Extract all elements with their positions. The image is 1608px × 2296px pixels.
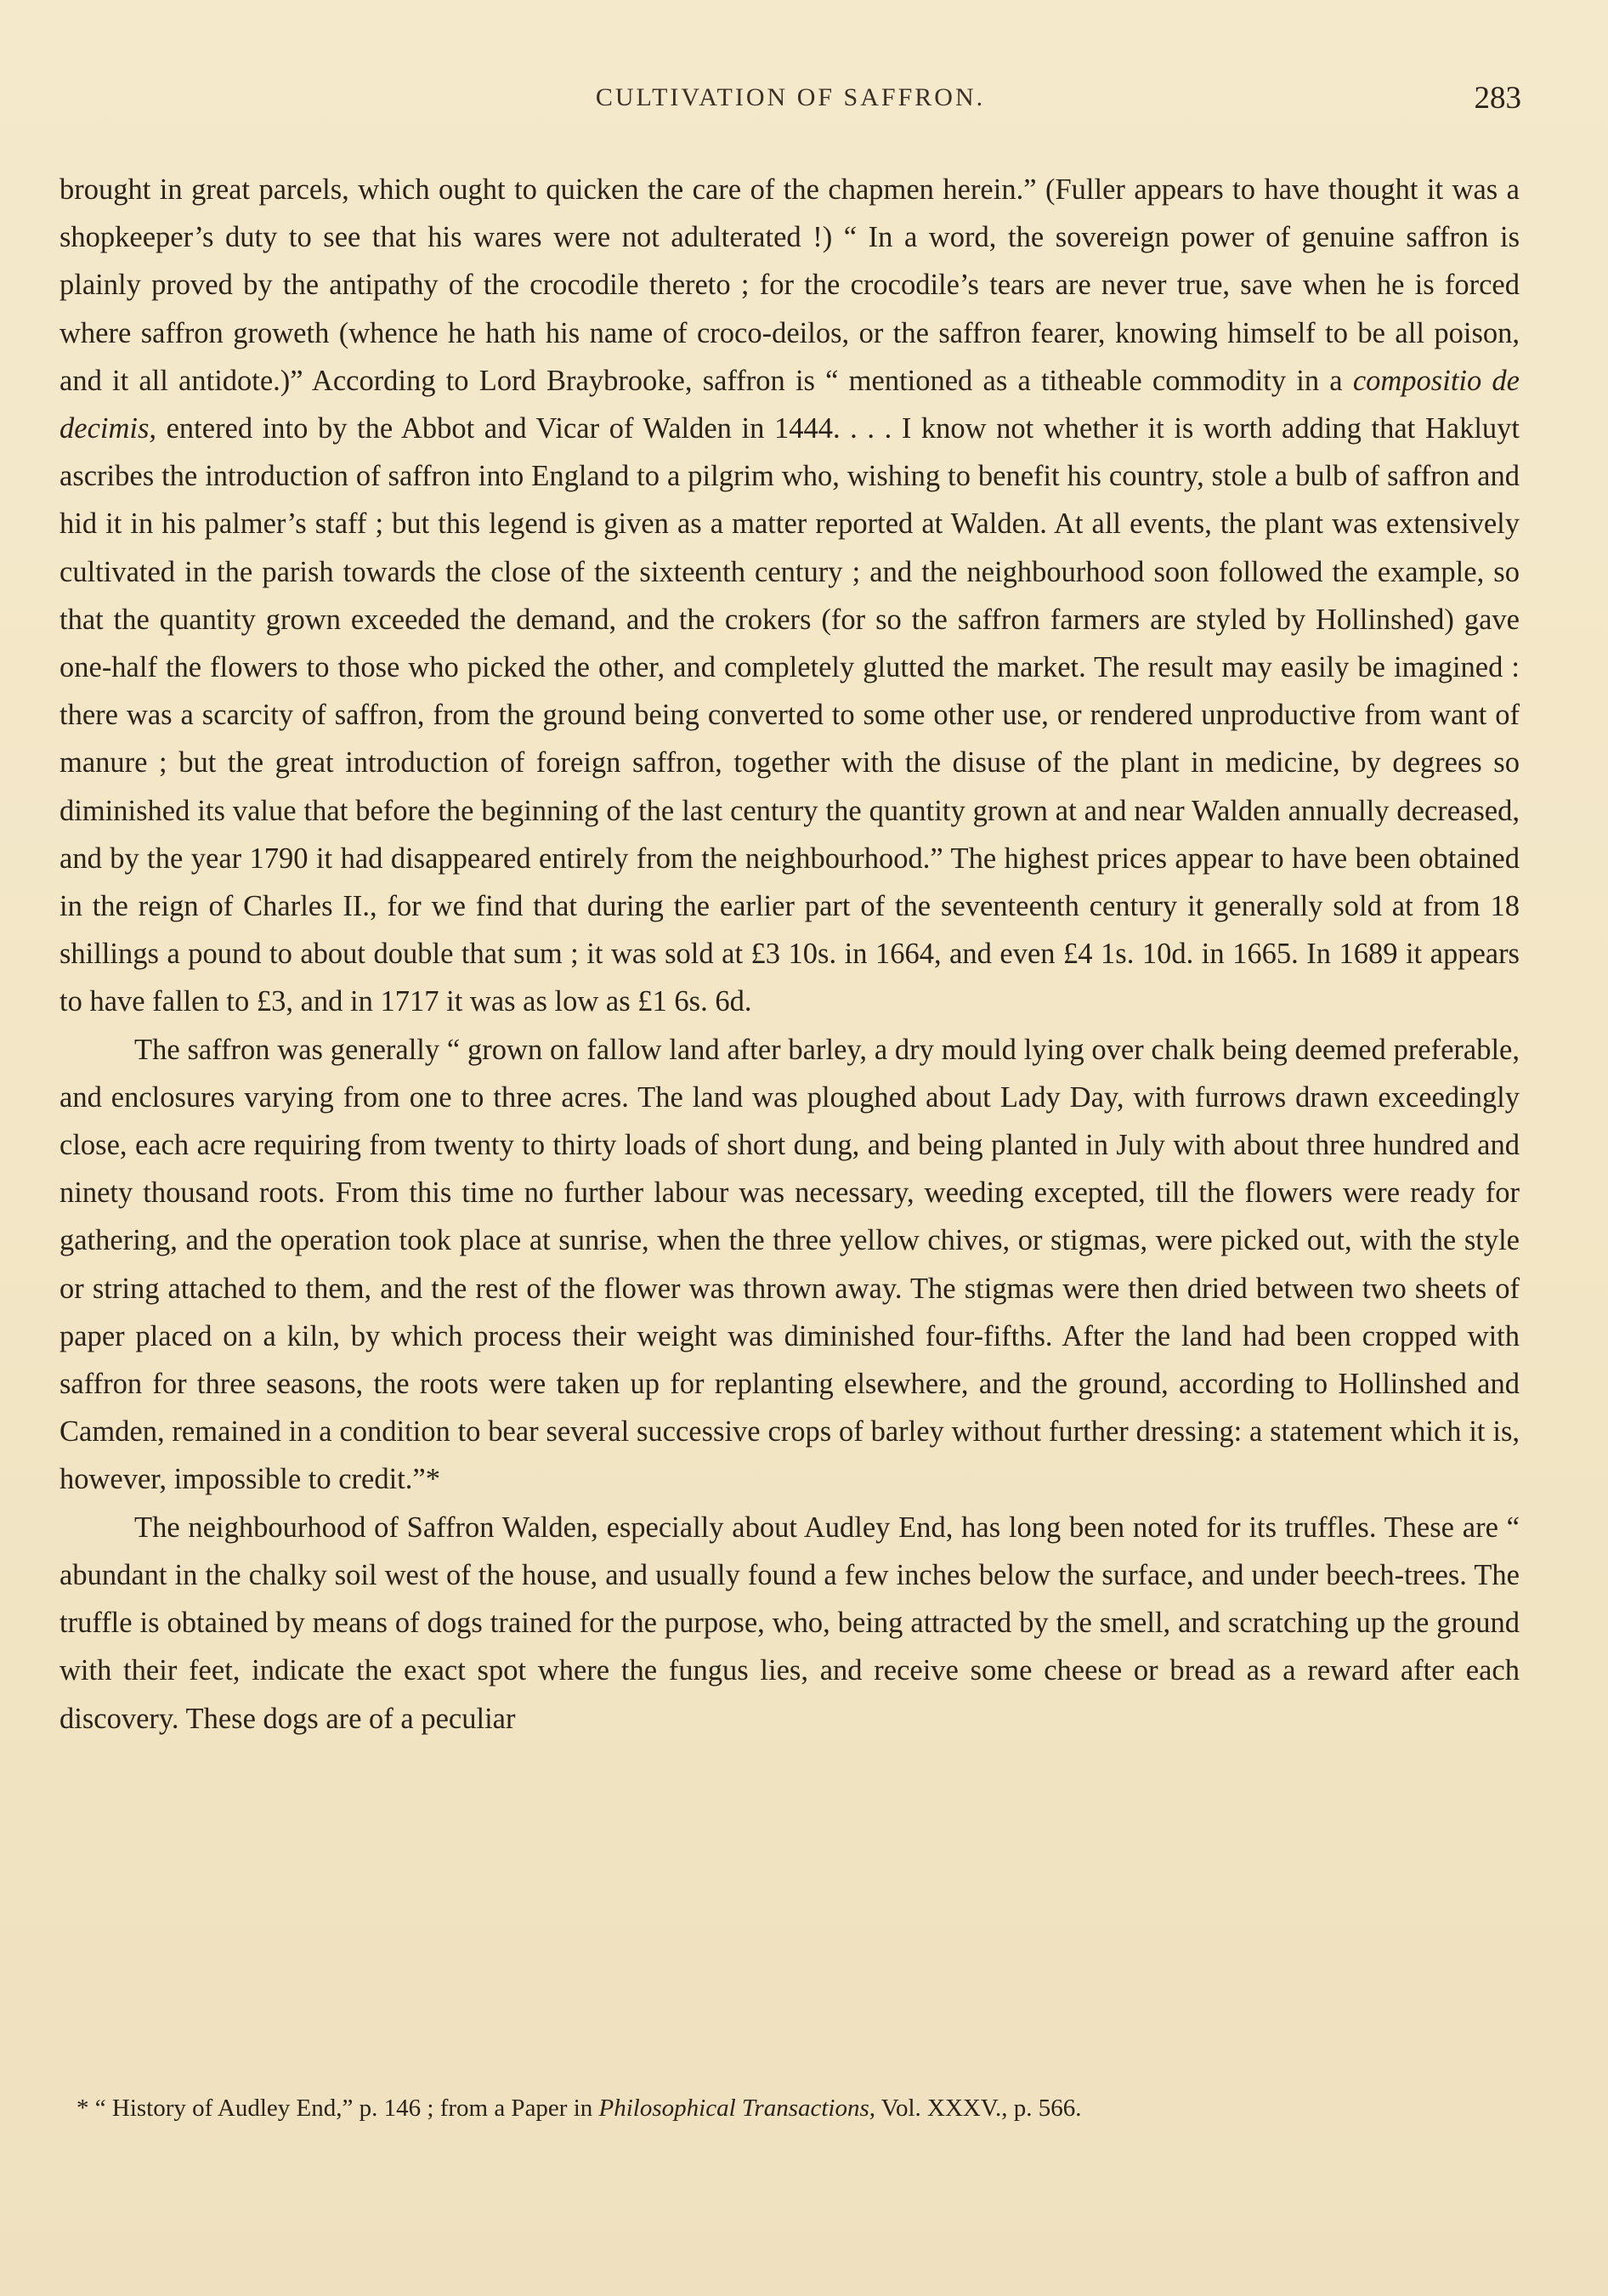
footnote-journal-title: Philosophical Transactions, — [598, 2095, 876, 2122]
paragraph-1-part-2: entered into by the Abbot and Vicar of Walden in 1444. . . . I know not whether it is worth adding that Hakluyt ascribes the introduction of saffron into England to a pilgrim who, wishing to benefit his country, stole a bulb of saffron and hid it in his palmer’s staff ; but this legend is given as a matter reported at Walden. At all events, the plant was extensively cultivated in the parish towards the close of the sixteenth century ; and the neighbourhood soon followed the example, so that the quantity grown exceeded the demand, and the crokers (for so the saffron farmers are styled by Hollinshed) gave one-half the flowers to those who picked the other, and completely glutted the market. The result may easily be imagined : there was a scarcity of saffron, from the ground being converted to some other use, or rendered unproductive from want of manure ; but the great introduction of foreign saffron, together with the disuse of the plant in medicine, by degrees so diminished its value that before the beginning of the last century the quantity grown at and near Walden annually decreased, and by the year 1790 it had disappeared entirely from the neighbourhood.” The highest prices appear to have been obtained in the reign of Charles II., for we find that during the earlier part of the seventeenth century it generally sold at from 18 shillings a pound to about double that sum ; it was sold at £3 10s. in 1664, and even £4 1s. 10d. in 1665. In 1689 it appears to have fallen to £3, and in 1717 it was as low as £1 6s. 6d. — [59, 412, 1520, 1018]
page-number: 283 — [1474, 81, 1521, 116]
footnote-marker: * — [76, 2095, 89, 2122]
footnote — [76, 2091, 1521, 2125]
running-head — [59, 83, 1521, 126]
footnote-text-1: “ History of Audley End,” p. 146 ; from a Paper in — [88, 2095, 599, 2122]
latin-phrase: compositio de decimis, — [59, 364, 1520, 445]
body-text — [59, 166, 1520, 1743]
paragraph-1-part-1: brought in great parcels, which ought to quicken the care of the chapmen herein.” (Fuller appears to have thought it was a shopkeeper’s duty to see that his wares were not adulterated !) “ In a word, the sovereign power of genuine saffron is plainly proved by the antipathy of the crocodile thereto ; for the crocodile’s tears are never true, save when he is forced where saffron groweth (whence he hath his name of croco-deilos, or the saffron fearer, knowing himself to be all poison, and it all antidote.)” According to Lord Braybrooke, saffron is “ mentioned as a titheable commodity in a — [59, 173, 1520, 397]
running-title: CULTIVATION OF SAFFRON. — [595, 83, 986, 111]
paragraph-3: The neighbourhood of Saffron Walden, especially about Audley End, has long been noted for its truffles. These are “ abundant in the chalky soil west of the house, and usually found a few inches below the surface, and under beech-trees. The truffle is obtained by means of dogs trained for the purpose, who, being attracted by the smell, and scratching up the ground with their feet, indicate the exact spot where the fungus lies, and receive some cheese or bread as a reward after each discovery. These dogs are of a peculiar — [59, 1511, 1520, 1735]
paragraph-2: The saffron was generally “ grown on fallow land after barley, a dry mould lying over chalk being deemed preferable, and enclosures varying from one to three acres. The land was ploughed about Lady Day, with furrows drawn exceedingly close, each acre requiring from twenty to thirty loads of short dung, and being planted in July with about three hundred and ninety thousand roots. From this time no further labour was necessary, weeding excepted, till the flowers were ready for gathering, and the operation took place at sunrise, when the three yellow chives, or stigmas, were picked out, with the style or string attached to them, and the rest of the flower was thrown away. The stigmas were then dried between two sheets of paper placed on a kiln, by which process their weight was diminished four-fifths. After the land had been cropped with saffron for three seasons, the roots were taken up for replanting elsewhere, and the ground, according to Hollinshed and Camden, remained in a condition to bear several successive crops of barley without further dressing: a statement which it is, however, impossible to credit.”* — [59, 1033, 1520, 1496]
footnote-text-2: Vol. XXXV., p. 566. — [875, 2095, 1082, 2122]
paragraph-1 — [59, 166, 1520, 1026]
